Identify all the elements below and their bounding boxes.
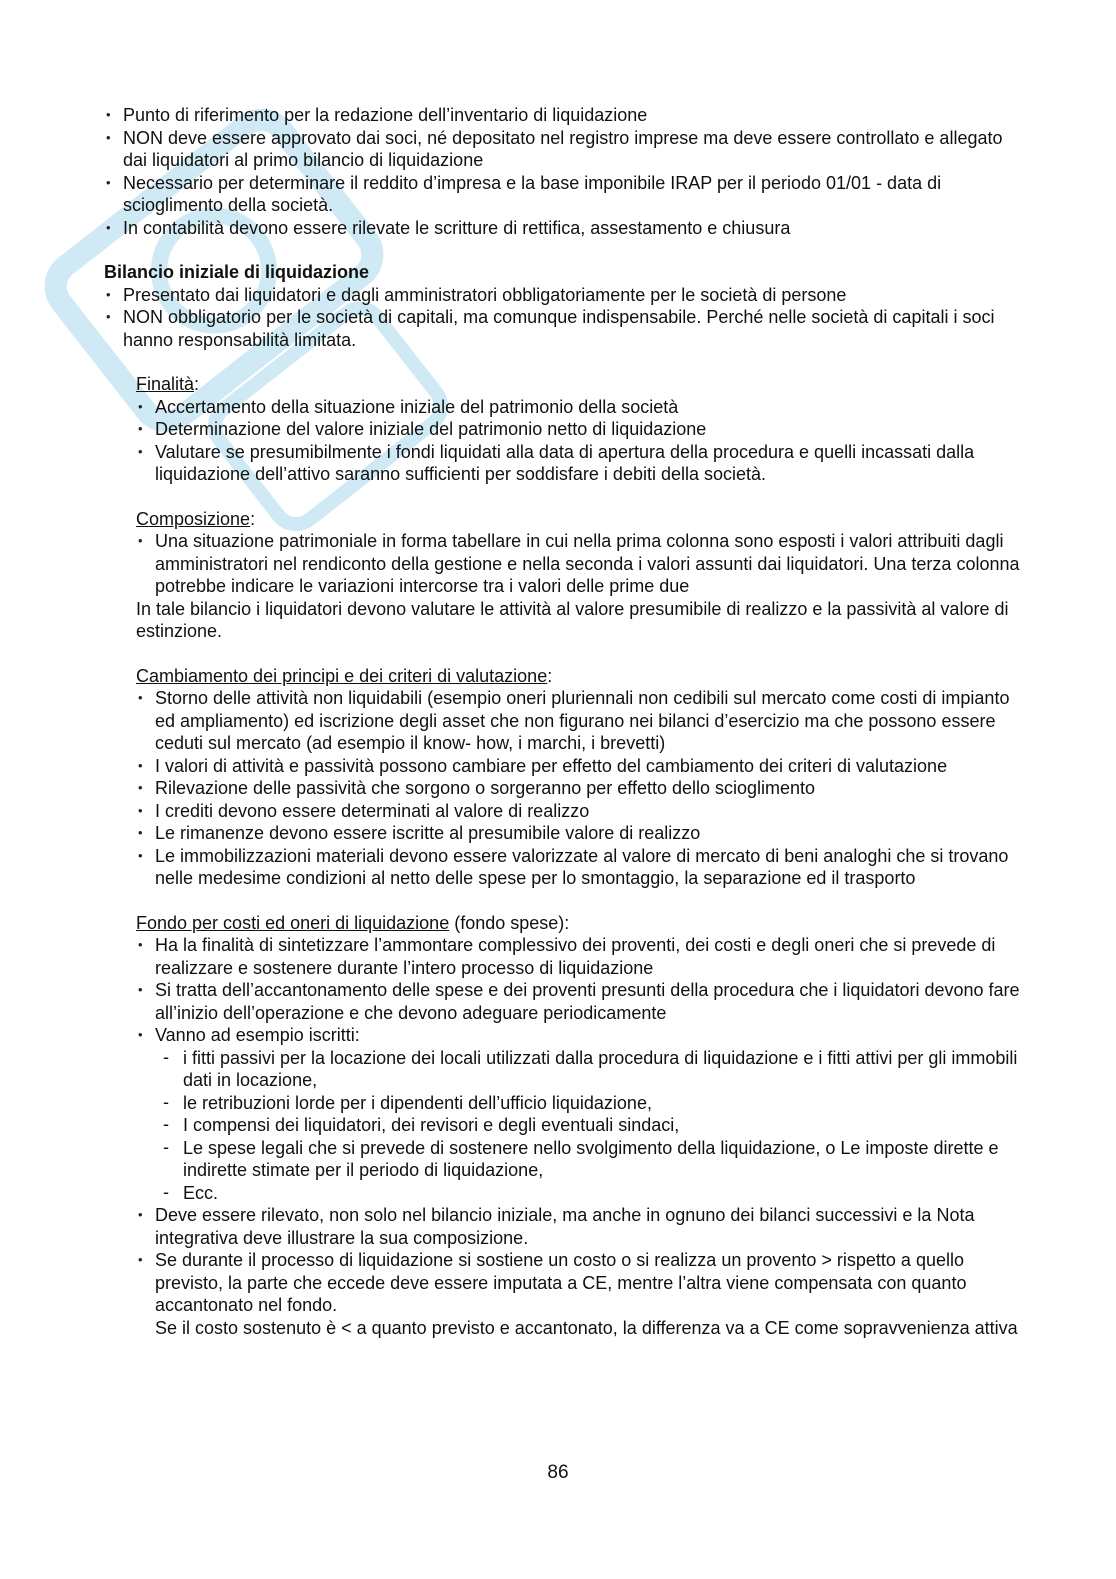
subsection-title-suffix: : — [194, 374, 200, 394]
list-item: • Una situazione patrimoniale in forma tabellare in cui nella prima colonna sono esposti i valori attribuiti dagli amministratori nel rendiconto della gestione e nella seconda i valori assunti dai liquidatori. Una terza colonna potrebbe indicare le variazioni intercorse tra i valori delle prime due — [136, 530, 1024, 598]
list-item: • I valori di attività e passività possono cambiare per effetto del cambiamento dei criteri di valutazione — [136, 755, 1024, 778]
list-item — [136, 1024, 1024, 1204]
list-item: • Le immobilizzazioni materiali devono essere valorizzate al valore di mercato di beni analoghi che si trovano nelle medesime condizioni al netto delle spese per lo smontaggio, la separazione ed il trasporto — [136, 845, 1024, 890]
subsection-title — [136, 912, 1024, 935]
section-heading: Bilancio iniziale di liquidazione — [104, 262, 370, 282]
list-item: • Determinazione del valore iniziale del patrimonio netto di liquidazione — [136, 418, 1024, 441]
sub-list-item: - I compensi dei liquidatori, dei revisori e degli eventuali sindaci, — [155, 1114, 1024, 1137]
fondo-section — [104, 912, 1024, 1340]
list-item: • Deve essere rilevato, non solo nel bilancio iniziale, ma anche in ognuno dei bilanci successivi e la Nota integrativa deve illustrare la sua composizione. — [136, 1204, 1024, 1249]
subsection-title — [136, 508, 1024, 531]
finalita-section — [104, 373, 1024, 486]
sub-list-item: - Ecc. — [155, 1182, 1024, 1205]
list-item: • NON obbligatorio per le società di capitali, ma comunque indispensabile. Perché nelle società di capitali i soci hanno responsabilità limitata. — [104, 306, 1024, 351]
list-item: • Rilevazione delle passività che sorgono o sorgeranno per effetto dello scioglimento — [136, 777, 1024, 800]
subsection-title — [136, 373, 1024, 396]
sub-list-item: - Le spese legali che si prevede di sostenere nello svolgimento della liquidazione, o Le imposte dirette e indirette stimate per il periodo di liquidazione, — [155, 1137, 1024, 1182]
composizione-section — [104, 508, 1024, 643]
sub-list-item: - le retribuzioni lorde per i dipendenti dell’ufficio liquidazione, — [155, 1092, 1024, 1115]
sub-list-item: - i fitti passivi per la locazione dei locali utilizzati dalla procedura di liquidazione e i fitti attivi per gli immobili dati in locazione, — [155, 1047, 1024, 1092]
subsection-title-suffix: (fondo spese): — [449, 912, 570, 933]
cambiamento-bullet-list — [136, 687, 1024, 890]
list-item: • Valutare se presumibilmente i fondi liquidati alla data di apertura della procedura e quelli incassati dalla liquidazione dell’attivo saranno sufficienti per soddisfare i debiti della società. — [136, 441, 1024, 486]
subsection-title-text: Fondo per costi ed oneri di liquidazione — [136, 912, 450, 933]
list-item: • Storno delle attività non liquidabili (esempio oneri pluriennali non cedibili sul mercato come costi di impianto ed ampliamento) ed iscrizione degli asset che non figurano nei bilanci d’esercizio ma che possono essere ceduti sul mercato (ad esempio il know- how, i marchi, i brevetti) — [136, 687, 1024, 755]
page-number: 86 — [547, 1462, 569, 1483]
subsection-title-suffix: : — [250, 508, 256, 529]
closing-paragraph: Se il costo sostenuto è < a quanto previsto e accantonato, la differenza va a CE come sopravvenienza attiva — [155, 1317, 1018, 1338]
subsection-title-text: Composizione — [136, 508, 251, 529]
bilancio-section — [104, 261, 1024, 351]
list-item: • Presentato dai liquidatori e dagli amministratori obbligatoriamente per le società di persone — [104, 284, 1024, 307]
subsection-title-text: Cambiamento dei principi e dei criteri di valutazione — [136, 665, 548, 686]
list-item: • Necessario per determinare il reddito d’impresa e la base imponibile IRAP per il periodo 01/01 - data di scioglimento della società. — [104, 172, 1024, 217]
list-item: • I crediti devono essere determinati al valore di realizzo — [136, 800, 1024, 823]
list-item: • Le rimanenze devono essere iscritte al presumibile valore di realizzo — [136, 822, 1024, 845]
cambiamento-section — [104, 665, 1024, 890]
intro-bullet-list — [104, 104, 1024, 239]
list-item: • Ha la finalità di sintetizzare l’ammontare complessivo dei proventi, dei costi e degli oneri che si prevede di realizzare e sostenere durante l’intero processo di liquidazione — [136, 934, 1024, 979]
list-item: • In contabilità devono essere rilevate le scritture di rettifica, assestamento e chiusura — [104, 217, 1024, 240]
list-item: • NON deve essere approvato dai soci, né depositato nel registro imprese ma deve essere controllato e allegato dai liquidatori al primo bilancio di liquidazione — [104, 127, 1024, 172]
subsection-title — [136, 665, 1024, 688]
fondo-bullet-list — [136, 934, 1024, 1317]
subsection-title-text: Finalità — [136, 374, 195, 394]
fondo-sub-list — [155, 1047, 1024, 1205]
paragraph: In tale bilancio i liquidatori devono valutare le attività al valore presumibile di realizzo e la passività al valore di estinzione. — [136, 598, 1009, 641]
finalita-bullet-list — [136, 396, 1024, 486]
list-item-label: Vanno ad esempio iscritti: — [155, 1025, 360, 1045]
list-item: • Accertamento della situazione iniziale del patrimonio della società — [136, 396, 1024, 419]
subsection-title-suffix: : — [547, 665, 553, 686]
bilancio-bullet-list — [104, 284, 1024, 352]
list-item: • Se durante il processo di liquidazione si sostiene un costo o si realizza un provento > rispetto a quello previsto, la parte che eccede deve essere imputata a CE, mentre l’altra viene compensata con quanto accantonato nel fondo. — [136, 1249, 1024, 1317]
composizione-bullet-list — [136, 530, 1024, 598]
list-item: • Punto di riferimento per la redazione dell’inventario di liquidazione — [104, 104, 1024, 127]
document-page — [104, 104, 1024, 1339]
list-item: • Si tratta dell’accantonamento delle spese e dei proventi presunti della procedura che i liquidatori devono fare all’inizio dell’operazione e che devono adeguare periodicamente — [136, 979, 1024, 1024]
